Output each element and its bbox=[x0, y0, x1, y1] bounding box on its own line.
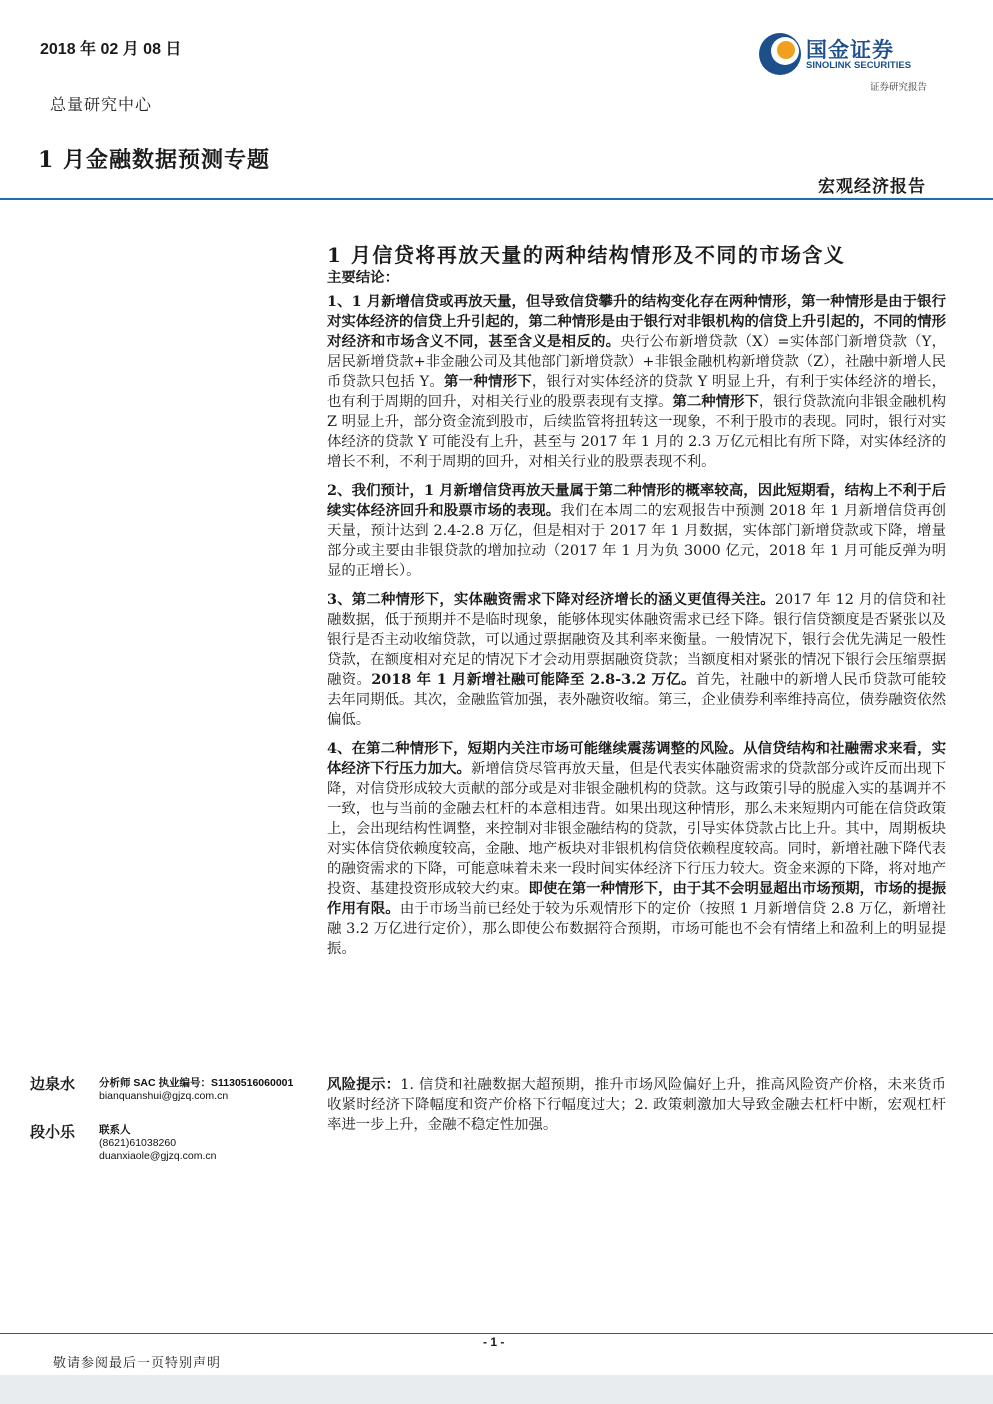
page-number: - 1 - bbox=[483, 1335, 505, 1349]
main-body bbox=[327, 268, 946, 959]
header-divider bbox=[0, 198, 993, 200]
author-role: 分析师 SAC 执业编号：S1130516060001 bbox=[99, 1077, 294, 1089]
disclaimer-note: 敬请参阅最后一页特别声明 bbox=[53, 1356, 222, 1371]
risk-label: 风险提示： bbox=[327, 1076, 401, 1093]
report-date: 2018 年 02 月 08 日 bbox=[40, 41, 182, 58]
contact-phone: (8621)61038260 bbox=[99, 1137, 177, 1149]
report-type: 宏观经济报告 bbox=[818, 177, 926, 197]
subhead: 主要结论： bbox=[327, 269, 399, 286]
author-email[interactable]: bianquanshui@gjzq.com.cn bbox=[99, 1090, 229, 1102]
research-center: 总量研究中心 bbox=[50, 95, 153, 114]
risk-text: 1. 信贷和社融数据大超预期，推升市场风险偏好上升，推高风险资产价格，未来货币收紧时经济下降幅度和资产价格下行幅度过大；2. 政策刺激加大导致金融去杠杆中断，宏观杠杆率进一步上升，金融不稳定性加强。 bbox=[327, 1077, 946, 1133]
logo-name-en: SINOLINK SECURITIES bbox=[806, 60, 912, 71]
contact-role: 联系人 bbox=[99, 1124, 131, 1136]
contact-info bbox=[99, 1124, 216, 1163]
paragraph-2: 2、我们预计，1 月新增信贷再放天量属于第二种情形的概率较高，因此短期看，结构上不利于后续实体经济回升和股票市场的表现。我们在本周二的宏观报告中预测 2018 年 1 月新增信贷再创天量，预计达到 2.4-2.8 万亿，但是相对于 2017 年 1 月数据，实体部门新增贷款或下降，增量部分或主要由非银贷款的增加拉动（2017 年 1 月为负 3000 亿元，2018 年 1 月可能反弹为明显的正增长）。 bbox=[327, 482, 946, 579]
report-title: 1 月金融数据预测专题 bbox=[38, 147, 270, 173]
sinolink-logo-icon bbox=[757, 31, 803, 77]
logo-subtitle: 证券研究报告 bbox=[870, 82, 928, 93]
contact-email[interactable]: duanxiaole@gjzq.com.cn bbox=[99, 1150, 217, 1162]
footer-band bbox=[0, 1375, 993, 1404]
paragraph-4: 4、在第二种情形下，短期内关注市场可能继续震荡调整的风险。从信贷结构和社融需求来看，实体经济下行压力加大。新增信贷尽管再放天量，但是代表实体融资需求的贷款部分或许反而出现下降，对信贷形成较大贡献的部分或是对非银金融机构的贷款。这与政策引导的脱虚入实的基调并不一致，也与当前的金融去杠杆的本意相违背。如果出现这种情形，那么未来短期内可能在信贷政策上，会出现结构性调整，来控制对非银金融结构的贷款，引导实体贷款占比上升。其中，周期板块对实体信贷依赖度较高，金融、地产板块对非银机构信贷依赖程度较高。同时，新增社融下降代表的融资需求的下降，可能意味着未来一段时间实体经济下行压力较大。资金来源的下降，将对地产投资、基建投资形成较大约束。即使在第一种情形下，由于其不会明显超出市场预期，市场的提振作用有限。由于市场当前已经处于较为乐观情形下的定价（按照 1 月新增信贷 2.8 万亿，新增社融 3.2 万亿进行定价），那么即使公布数据符合预期，市场可能也不会有情绪上和盈利上的明显提振。 bbox=[327, 740, 946, 957]
logo-name-cn: 国金证券 bbox=[806, 38, 894, 62]
paragraph-3: 3、第二种情形下，实体融资需求下降对经济增长的涵义更值得关注。2017 年 12 月的信贷和社融数据，低于预期并不是临时现象，能够体现实体融资需求已经下降。银行信贷额度是否紧张以及银行是否主动收缩贷款，可以通过票据融资及其利率来衡量。一般情况下，银行会优先满足一般性贷款，在额度相对充足的情况下才会动用票据融资贷款；当额度相对紧张的情况下银行会压缩票据融资。2018 年 1 月新增社融可能降至 2.8-3.2 万亿。首先，社融中的新增人民币贷款可能较去年同期低。其次，金融监管加强，表外融资收缩。第三，企业债券利率维持高位，债券融资依然偏低。 bbox=[327, 591, 946, 728]
author-name: 边泉水 bbox=[30, 1075, 76, 1093]
author-info bbox=[99, 1077, 293, 1103]
headline: 1 月信贷将再放天量的两种结构情形及不同的市场含义 bbox=[327, 243, 846, 267]
contact-name: 段小乐 bbox=[30, 1123, 76, 1141]
paragraph-1: 1、1 月新增信贷或再放天量，但导致信贷攀升的结构变化存在两种情形，第一种情形是由于银行对实体经济的信贷上升引起的，第二种情形是由于银行对非银机构的信贷上升引起的，不同的情形对经济和市场含义不同，甚至含义是相反的。央行公布新增贷款（X）=实体部门新增贷款（Y，居民新增贷款+非金融公司及其他部门新增贷款）+非银金融机构新增贷款（Z），社融中新增人民币贷款只包括 Y。第一种情形下，银行对实体经济的贷款 Y 明显上升，有利于实体经济的增长，也有利于周期的回升，对相关行业的股票表现有支撑。第二种情形下，银行贷款流向非银金融机构 Z 明显上升，部分资金流到股市，后续监管将扭转这一现象，不利于股市的表现。同时，银行对实体经济的贷款 Y 可能没有上升，甚至与 2017 年 1 月的 2.3 万亿元相比有所下降，对实体经济的增长不利，不利于周期的回升，对相关行业的股票表现不利。 bbox=[327, 293, 946, 470]
risk-warning bbox=[327, 1075, 946, 1135]
footer-divider bbox=[0, 1333, 993, 1334]
